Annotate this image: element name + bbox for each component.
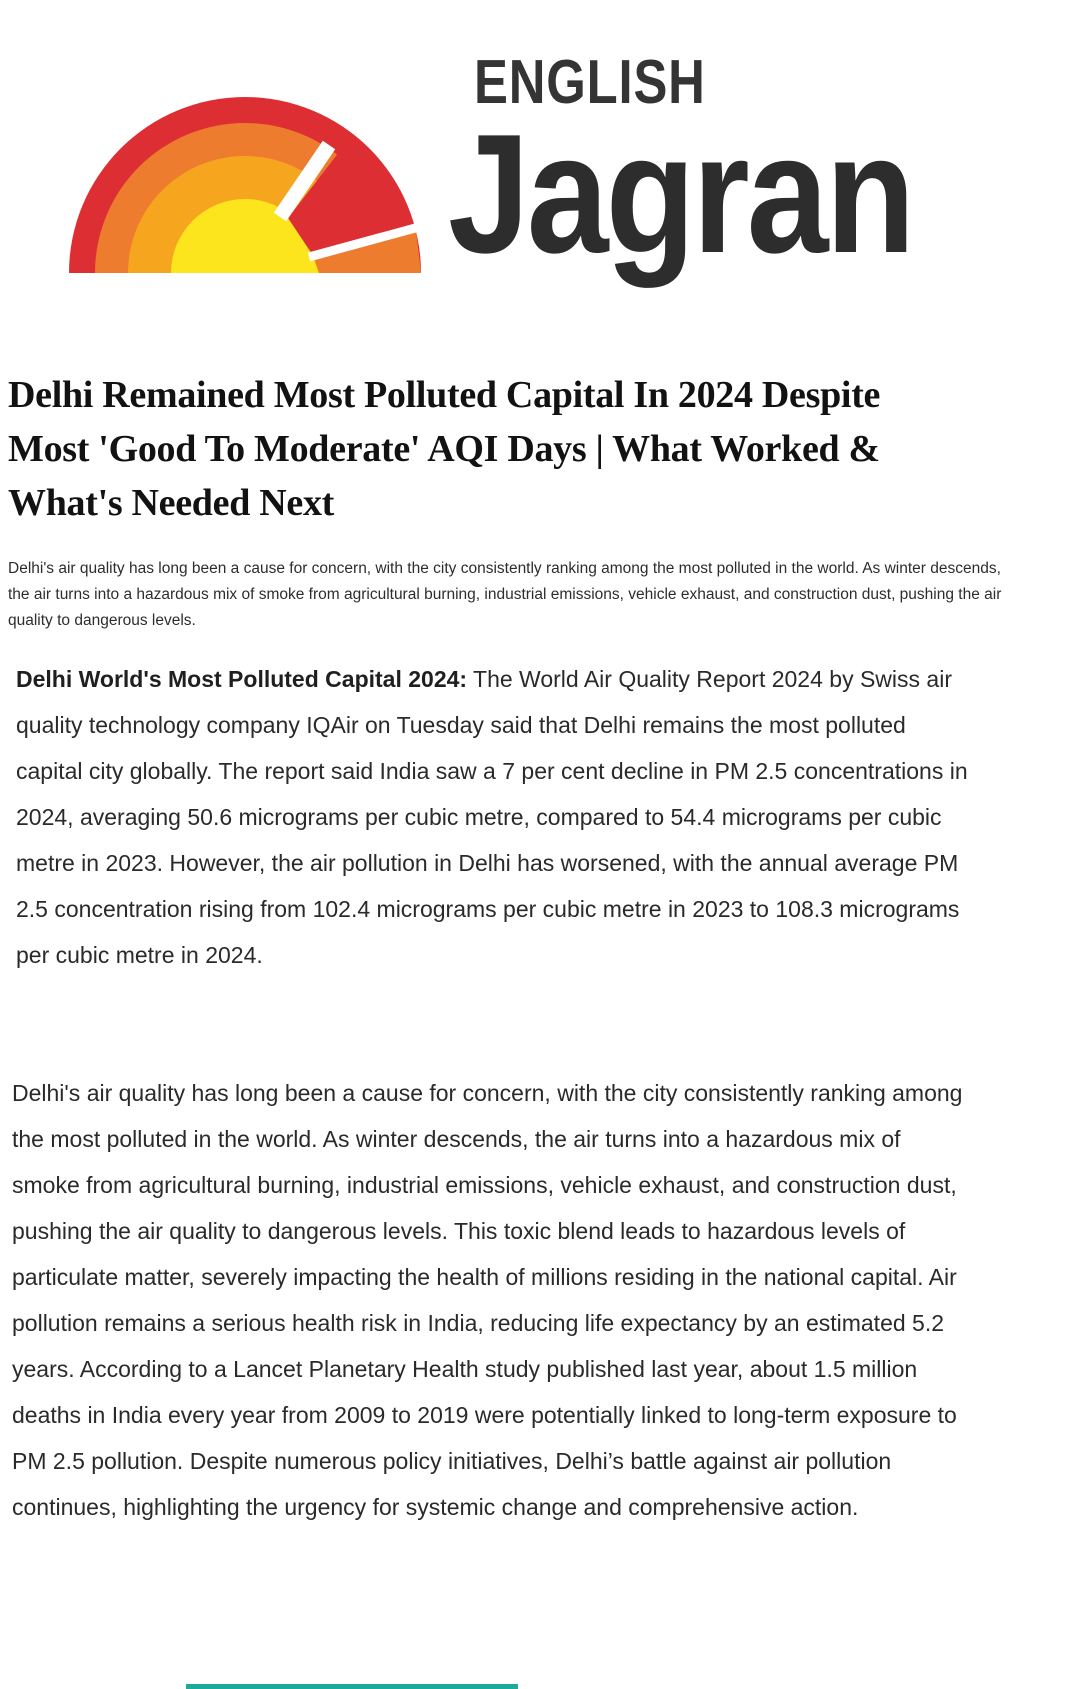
progress-bar: [186, 1684, 518, 1689]
paragraph-text: The World Air Quality Report 2024 by Swiss air quality technology company IQAir on Tuesday said that Delhi remains the most polluted capital city globally. The report said India saw a 7 per cent decline in PM 2.5 concentrations in 2024, averaging 50.6 micrograms per cubic metre, compared to 54.4 micrograms per cubic metre in 2023. However, the air pollution in Delhi has worsened, with the annual average PM 2.5 concentration rising from 102.4 micrograms per cubic metre in 2023 to 108.3 micrograms per cubic metre in 2024.: [16, 666, 968, 968]
brand-name-jagran: Jagran: [448, 98, 913, 289]
article-title-line: Delhi Remained Most Polluted Capital In 2024 Despite: [8, 374, 881, 416]
article-title-line: What's Needed Next: [8, 482, 335, 524]
article-paragraph-2: [12, 1070, 970, 1530]
site-header: [0, 0, 1073, 348]
jagran-logo[interactable]: [0, 0, 960, 330]
paragraph-lead: Delhi World's Most Polluted Capital 2024:: [16, 666, 468, 692]
brand-name-english: ENGLISH: [474, 48, 706, 117]
article-title-line: Most 'Good To Moderate' AQI Days | What Worked &: [8, 428, 880, 470]
article-summary: Delhi's air quality has long been a cause for concern, with the city consistently ranking among the most polluted in the world. As winter descends, the air turns into a hazardous mix of smoke from agricultural burning, industrial emissions, vehicle exhaust, and construction dust, pushing the air quality to dangerous levels.: [8, 560, 1002, 629]
article-title: [8, 368, 1065, 530]
article-paragraph-1: [12, 656, 970, 978]
jagran-sun-icon: [65, 55, 421, 273]
paragraph-text: Delhi's air quality has long been a cause for concern, with the city consistently ranking among the most polluted in the world. As winter descends, the air turns into a hazardous mix of smoke from agricultural burning, industrial emissions, vehicle exhaust, and construction dust, pushing the air quality to dangerous levels. This toxic blend leads to hazardous levels of particulate matter, severely impacting the health of millions residing in the national capital. Air pollution remains a serious health risk in India, reducing life expectancy by an estimated 5.2 years. According to a Lancet Planetary Health study published last year, about 1.5 million deaths in India every year from 2009 to 2019 were potentially linked to long-term exposure to PM 2.5 pollution. Despite numerous policy initiatives, Delhi’s battle against air pollution continues, highlighting the urgency for systemic change and comprehensive action.: [12, 1080, 963, 1520]
